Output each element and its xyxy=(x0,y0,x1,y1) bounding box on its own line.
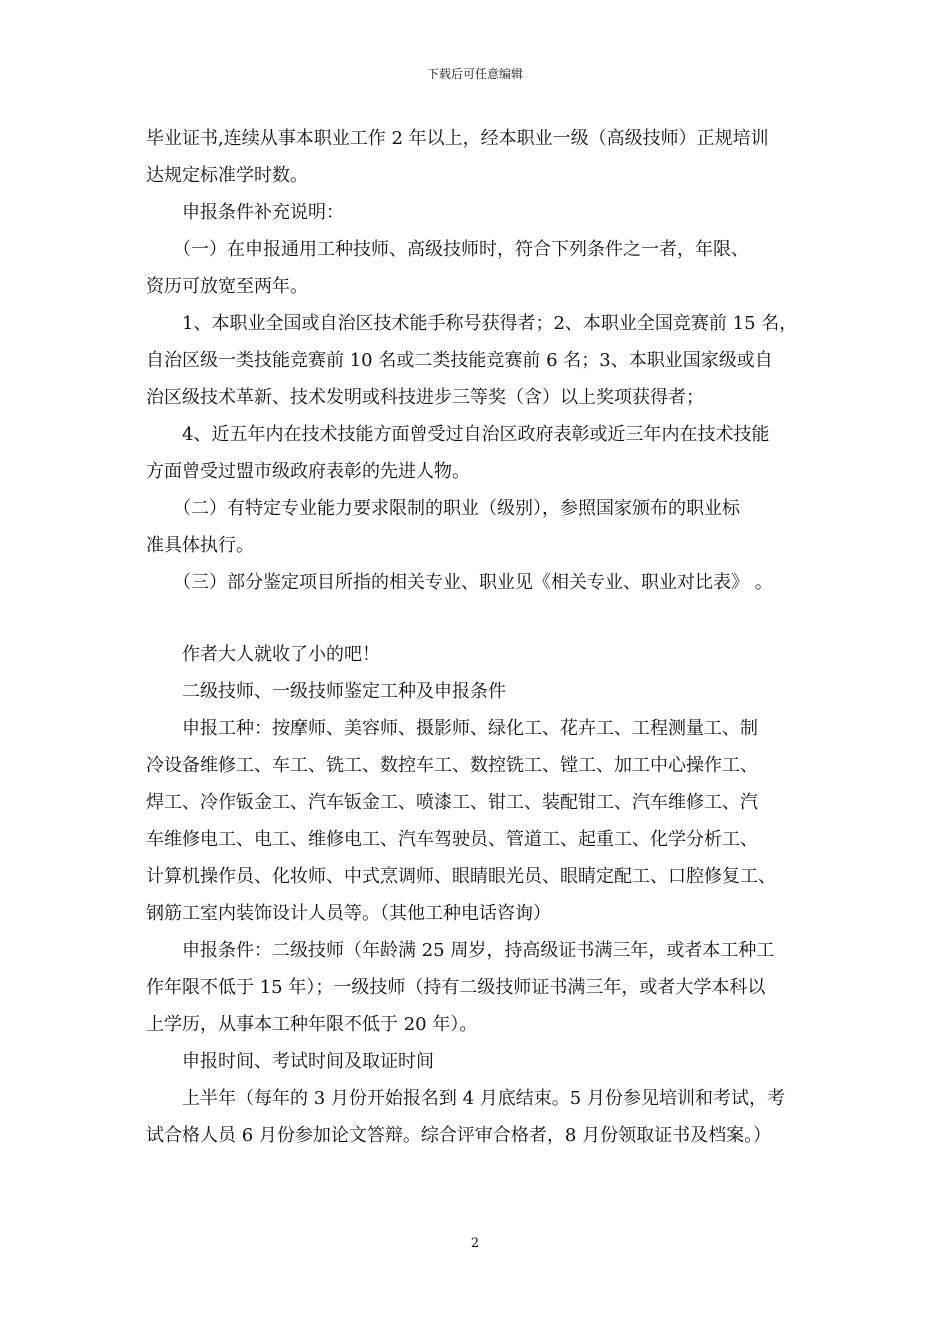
text-line: 方面曾受过盟市级政府表彰的先进人物。 xyxy=(146,461,470,482)
text-line: 4、近五年内在技术技能方面曾受过自治区政府表彰或近三年内在技术技能 xyxy=(146,424,770,445)
text-line: 1、本职业全国或自治区技术能手称号获得者；2、本职业全国竞赛前 15 名， xyxy=(146,313,798,334)
document-body xyxy=(146,120,826,1154)
text-line: 钢筋工室内装饰设计人员等。（其他工种电话咨询） xyxy=(146,903,551,924)
paragraph-gap xyxy=(146,601,826,636)
text-line: 车维修电工、电工、维修电工、汽车驾驶员、管道工、起重工、化学分析工、 xyxy=(146,829,758,850)
text-line: 作者大人就收了小的吧！ xyxy=(146,644,380,665)
text-line: 上半年（每年的 3 月份开始报名到 4 月底结束。5 月份参见培训和考试，考 xyxy=(146,1088,785,1109)
text-line: 二级技师、一级技师鉴定工种及申报条件 xyxy=(146,681,506,702)
text-line: 申报条件补充说明： xyxy=(146,202,344,223)
text-line: 作年限不低于 15 年）；一级技师（持有二级技师证书满三年，或者大学本科以 xyxy=(146,977,766,998)
text-line: 申报条件：二级技师（年龄满 25 周岁，持高级证书满三年，或者本工种工 xyxy=(146,940,775,961)
text-line: （三）部分鉴定项目所指的相关专业、职业见《相关专业、职业对比表》 。 xyxy=(146,572,773,593)
text-line: 资历可放宽至两年。 xyxy=(146,276,308,297)
text-line: 计算机操作员、化妆师、中式烹调师、眼睛眼光员、眼睛定配工、口腔修复工、 xyxy=(146,866,776,887)
text-line: （一）在申报通用工种技师、高级技师时，符合下列条件之一者，年限、 xyxy=(146,239,749,260)
text-line: 达规定标准学时数。 xyxy=(146,165,308,186)
text-line: 毕业证书,连续从事本职业工作 2 年以上，经本职业一级（高级技师）正规培训 xyxy=(146,128,769,149)
page-number: 2 xyxy=(470,1236,480,1251)
text-line: 准具体执行。 xyxy=(146,535,254,556)
text-line: 冷设备维修工、车工、铣工、数控车工、数控铣工、镗工、加工中心操作工、 xyxy=(146,755,758,776)
text-line: 试合格人员 6 月份参加论文答辩。综合评审合格者，8 月份领取证书及档案。） xyxy=(146,1125,772,1146)
text-line: 焊工、冷作钣金工、汽车钣金工、喷漆工、钳工、装配钳工、汽车维修工、汽 xyxy=(146,792,758,813)
text-line: 上学历，从事本工种年限不低于 20 年）。 xyxy=(146,1014,478,1035)
text-line: （二）有特定专业能力要求限制的职业（级别），参照国家颁布的职业标 xyxy=(146,498,740,519)
text-line: 申报时间、考试时间及取证时间 xyxy=(146,1051,434,1072)
text-line: 自治区级一类技能竞赛前 10 名或二类技能竞赛前 6 名；3、本职业国家级或自 xyxy=(146,350,773,371)
page-header: 下载后可任意编辑 xyxy=(426,67,523,81)
text-line: 申报工种：按摩师、美容师、摄影师、绿化工、花卉工、工程测量工、制 xyxy=(146,718,758,739)
text-line: 治区级技术革新、技术发明或科技进步三等奖（含）以上奖项获得者； xyxy=(146,387,704,408)
